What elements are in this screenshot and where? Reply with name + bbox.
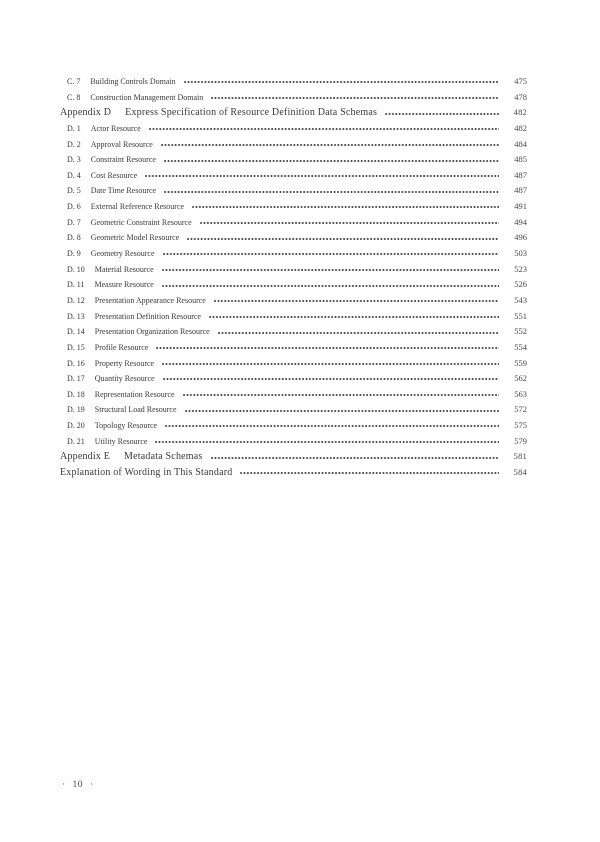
toc-entry-row [60,356,527,372]
dot-leader [164,190,499,194]
toc-entry-number: D. 5 [67,186,81,196]
dot-leader [240,471,499,475]
toc-entry-title: Date Time Resource [90,186,157,196]
dot-leader [185,409,499,413]
toc-entry-title: Topology Resource [94,421,158,431]
toc-entry-row [60,387,527,403]
toc-entry-number: D. 4 [67,170,81,180]
toc-entry-number: D. 11 [67,280,85,290]
dot-leader [211,456,500,460]
toc-entry-page: 485 [514,154,527,165]
toc-entry-number: D. 19 [67,405,85,415]
toc-entry-title: Geometry Resource [90,249,155,259]
toc-entry-page: 575 [514,420,527,431]
toc-entry-title: Express Specification of Resource Definition Data Schemas [125,107,378,119]
toc-entry-row [60,230,527,246]
dot-leader [163,252,499,256]
toc-entry-page: 475 [514,76,527,86]
toc-entry-page: 487 [514,185,527,196]
dot-leader [214,299,499,303]
toc-entry-number: C. 7 [67,77,81,86]
toc-entry-page: 478 [514,91,527,102]
toc-entry-row [60,121,527,137]
toc-entry-number: D. 2 [67,139,81,149]
dot-leader [161,143,499,147]
dot-leader [162,268,499,272]
toc-entry-row [60,168,527,184]
toc-entry-title: Material Resource [94,264,154,274]
toc-entry-page: 579 [514,435,527,446]
toc-entry-title: Metadata Schemas [124,451,203,463]
toc-entry-row [60,262,527,278]
toc-entry-page: 581 [513,451,527,462]
dot-leader [165,424,499,428]
toc-entry-page: 491 [514,201,527,212]
toc-entry-title: Presentation Definition Resource [94,311,201,321]
toc-entry-page: 484 [514,138,527,149]
toc-entry-row [60,371,527,387]
toc-entry-title: Approval Resource [90,139,153,149]
toc-entry-title: Property Resource [94,358,155,368]
toc-entry-number: D. 16 [67,358,85,368]
toc-entry-title: Construction Management Domain [90,92,204,102]
dot-leader [211,96,499,100]
toc-entry-row [60,199,527,215]
dot-leader [385,112,499,116]
toc-entry-number: D. 20 [67,421,85,431]
toc-entry-row [60,90,527,106]
toc-entry-number: D. 21 [67,436,85,446]
toc-entry-row [60,434,527,450]
toc-entry-page: 496 [514,232,527,243]
toc-entry-number: C. 8 [67,92,81,102]
toc-entry-row [60,324,527,340]
dot-leader [187,237,499,241]
toc-entry-number: D. 1 [67,123,81,133]
toc-entry-page: 482 [513,107,527,118]
toc-entry-page: 487 [514,169,527,180]
toc-entry-number: D. 6 [67,202,81,212]
toc-entry-page: 559 [514,357,527,368]
dot-leader [145,174,499,178]
toc-entry-title: Cost Resource [90,170,138,180]
toc-entry-page: 543 [514,294,527,305]
dot-leader [184,80,499,84]
toc-entry-number: D. 9 [67,249,81,259]
toc-entry-page: 572 [514,404,527,415]
toc-entry-row [60,246,527,262]
toc-entry-title: Geometric Model Resource [90,233,180,243]
toc-entry-page: 584 [513,467,527,478]
toc-entry-title: Profile Resource [94,342,149,352]
toc-entry-row [60,137,527,153]
toc-entry-title: Geometric Constraint Resource [90,217,192,227]
dot-leader [162,284,499,288]
dot-leader [200,221,499,225]
toc-entry-row [60,418,527,434]
toc-entry-row [60,402,527,418]
toc-entry-row [60,74,527,90]
toc-entry-title: Building Controls Domain [90,77,176,86]
dot-leader [156,346,499,350]
toc-entry-page: 494 [514,216,527,227]
toc-entry-page: 482 [514,122,527,133]
toc-entry-row [60,183,527,199]
toc-entry-number: Appendix E [60,451,111,463]
toc-entry-title: Presentation Organization Resource [94,327,210,337]
toc-entry-row [60,277,527,293]
toc-list [60,74,527,481]
toc-entry-title: Constraint Resource [90,155,156,165]
toc-entry-row [60,340,527,356]
toc-entry-row [60,152,527,168]
toc-entry-row [60,449,527,465]
dot-leader [162,362,499,366]
toc-entry-row [60,293,527,309]
toc-entry-number: D. 18 [67,389,85,399]
toc-entry-title: Utility Resource [94,436,148,446]
toc-entry-number: D. 14 [67,327,85,337]
toc-entry-number: D. 3 [67,155,81,165]
toc-entry-page: 563 [514,388,527,399]
toc-entry-page: 526 [514,279,527,290]
toc-entry-row [60,105,527,121]
toc-entry-row [60,465,527,481]
dot-leader [164,159,499,163]
dot-leader [192,205,499,209]
dot-leader [149,127,499,131]
toc-entry-title: Actor Resource [90,123,141,133]
page-footer-number: · 10 · [62,780,94,790]
toc-entry-number: D. 10 [67,264,85,274]
toc-entry-title: Structural Load Resource [94,405,177,415]
toc-entry-title: Quantity Resource [94,374,155,384]
dot-leader [155,440,499,444]
toc-entry-title: External Reference Resource [90,202,185,212]
toc-entry-title: Representation Resource [94,389,175,399]
toc-entry-number: Appendix D [60,107,112,119]
toc-entry-number: D. 13 [67,311,85,321]
dot-leader [218,331,499,335]
toc-entry-title: Explanation of Wording in This Standard [60,467,233,479]
toc-entry-title: Presentation Appearance Resource [94,295,206,305]
toc-entry-page: 551 [514,310,527,321]
toc-entry-number: D. 7 [67,217,81,227]
dot-leader [183,393,499,397]
toc-entry-row [60,215,527,231]
toc-entry-page: 554 [514,341,527,352]
dot-leader [209,315,499,319]
toc-entry-page: 562 [514,373,527,384]
toc-entry-number: D. 8 [67,233,81,243]
toc-entry-number: D. 12 [67,295,85,305]
toc-entry-title: Measure Resource [94,280,154,290]
dot-leader [163,377,499,381]
toc-entry-row [60,309,527,325]
toc-entry-number: D. 17 [67,374,85,384]
toc-entry-number: D. 15 [67,342,85,352]
toc-entry-page: 523 [514,263,527,274]
toc-entry-page: 503 [514,248,527,259]
toc-entry-page: 552 [514,326,527,337]
